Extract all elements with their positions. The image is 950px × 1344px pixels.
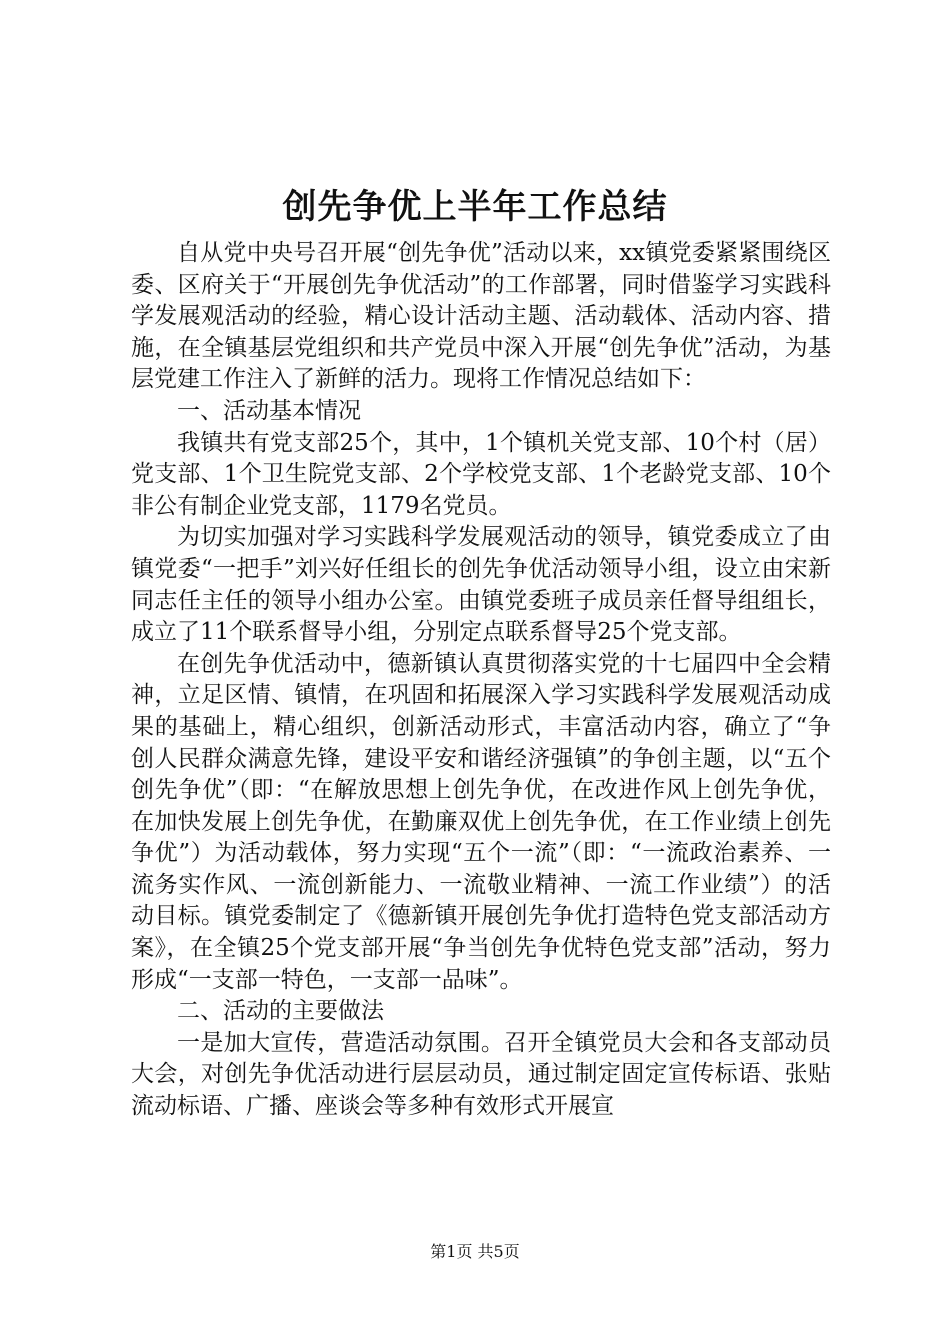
paragraph-activities: 在创先争优活动中，德新镇认真贯彻落实党的十七届四中全会精神，立足区情、镇情，在巩固和拓展深入学习实践科学发展观活动成果的基础上，精心组织，创新活动形式，丰富活动内容，确立了“争创人民群众满意先锋，建设平安和谐经济强镇”的争创主题，以“五个创先争优”（即：“在解放思想上创先争优，在改进作风上创先争优，在加快发展上创先争优，在勤廉双优上创先争优，在工作业绩上创先争优”）为活动载体，努力实现“五个一流”（即：“一流政治素养、一流务实作风、一流创新能力、一流敬业精神、一流工作业绩”）的活动目标。镇党委制定了《德新镇开展创先争优打造特色党支部活动方案》，在全镇25个党支部开展“争当创先争优特色党支部”活动，努力形成“一支部一特色，一支部一品味”。: [131, 650, 831, 993]
document-title: 创先争优上半年工作总结: [282, 187, 668, 227]
paragraph-branches: 我镇共有党支部25个，其中，1个镇机关党支部、10个村（居）党支部、1个卫生院党支部、2个学校党支部、1个老龄党支部、10个非公有制企业党支部，1179名党员。: [131, 429, 831, 519]
section-heading-basic: 一、活动基本情况: [177, 397, 361, 424]
section-heading-methods: 二、活动的主要做法: [177, 998, 384, 1025]
paragraph-leadership: 为切实加强对学习实践科学发展观活动的领导，镇党委成立了由镇党委“一把手”刘兴好任组长的创先争优活动领导小组，设立由宋新同志任主任的领导小组办公室。由镇党委班子成员亲任督导组组长，成立了11个联系督导小组，分别定点联系督导25个党支部。: [131, 524, 831, 646]
paragraph-intro: 自从党中央号召开展“创先争优”活动以来，xx镇党委紧紧围绕区委、区府关于“开展创先争优活动”的工作部署，同时借鉴学习实践科学发展观活动的经验，精心设计活动主题、活动载体、活动内容、措施，在全镇基层党组织和共产党员中深入开展“创先争优”活动，为基层党建工作注入了新鲜的活力。现将工作情况总结如下：: [131, 240, 831, 393]
document-body: [131, 238, 831, 1123]
page-number-footer: 第1页 共5页: [430, 1242, 520, 1261]
paragraph-publicity: 一是加大宣传，营造活动氛围。召开全镇党员大会和各支部动员大会，对创先争优活动进行层层动员，通过制定固定宣传标语、张贴流动标语、广播、座谈会等多种有效形式开展宣: [131, 1029, 831, 1120]
